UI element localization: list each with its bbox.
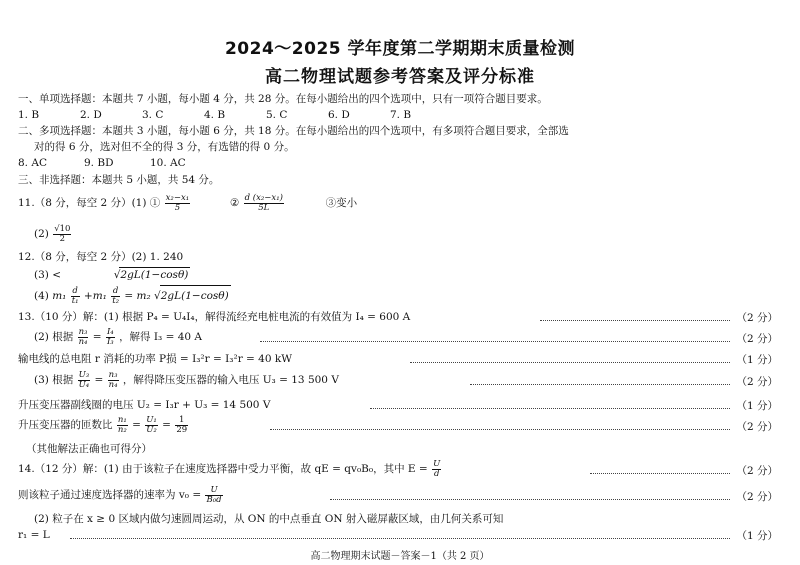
dotted-leader <box>590 473 730 474</box>
dotted-leader <box>70 538 730 539</box>
q13-line2-post: ，解得 I₃ = 40 A <box>119 331 203 343</box>
answer-7: 7. B <box>390 109 412 121</box>
q14-score1: （2 分） <box>736 465 778 477</box>
q13-frac-u12: $\frac{\text{U₁}}{\text{U₂}}$ <box>146 414 157 435</box>
page-footer: 高二物理期末试题－答案－1（共 2 页） <box>310 551 490 562</box>
q13-line2 <box>34 327 800 347</box>
q12-line2-label: (3) < <box>34 269 62 281</box>
q13-frac-n: $\frac{\text{n₃}}{\text{n₄}}$ <box>78 326 88 347</box>
q14-score4: （1 分） <box>736 530 778 542</box>
q13-line3: 输电线的总电阻 r 消耗的功率 P损 = I₃²r = I₃²r = 40 kW <box>18 353 293 365</box>
section3-heading: 三、非选择题：本题共 5 小题，共 54 分。 <box>18 174 220 186</box>
q12-line3-sqrt-sign: √ <box>154 290 161 302</box>
q13-frac-i: $\frac{\text{I₄}}{\text{I₃}}$ <box>106 326 114 347</box>
q13-line5: 升压变压器副线圈的电压 U₂ = I₃r + U₃ = 14 500 V <box>18 399 271 411</box>
q13-line6-eq: = <box>132 419 141 431</box>
q13-line6-pre: 升压变压器的匝数比 <box>18 419 113 431</box>
q11-marker3: ③变小 <box>325 197 358 209</box>
q12-frac-d-t2: $\frac{d}{\text{t₂}}$ <box>112 285 120 306</box>
q11-label: 11.（8 分，每空 2 分）(1) ① <box>18 197 161 209</box>
q12-line3-label: (4) <box>34 290 49 302</box>
q13-frac-u: $\frac{\text{U₃}}{\text{U₄}}$ <box>78 369 90 390</box>
q11-frac2: $\frac{\text{d (x₂−x₁)}}{5L}$ <box>244 192 283 213</box>
dotted-leader <box>260 341 730 342</box>
q12-line3-radicand: 2gL(1−cosθ) <box>160 285 231 306</box>
exam-title: 2024～2025 学年度第二学期期末质量检测 <box>224 39 576 59</box>
q12-line1: 12.（8 分，每空 2 分）(2) 1. 240 <box>18 251 184 263</box>
q13-line2-eq: = <box>92 331 102 343</box>
dotted-leader <box>370 408 730 409</box>
dotted-leader <box>410 362 730 363</box>
q14-line2-pre: 则该粒子通过速度选择器的速率为 v₀ = <box>18 489 202 501</box>
q13-line2-pre: (2) 根据 <box>34 331 74 343</box>
q11-frac1: $\frac{\text{x₂−x₁}}{5}$ <box>165 192 190 213</box>
q13-frac-ratio: $\frac{1}{29}$ <box>176 414 188 435</box>
q14-line1-pre: 14.（12 分）解：(1) 由于该粒子在速度选择器中受力平衡，故 qE = qv₀B₀，其中 E = <box>18 463 428 475</box>
q13-score2: （2 分） <box>736 333 778 345</box>
q13-score4: （2 分） <box>736 376 778 388</box>
q12-sqrt-sign: √ <box>113 269 121 281</box>
q13-frac-n12: $\frac{\text{n₁}}{\text{n₂}}$ <box>117 414 127 435</box>
q14-line4: r₁ = L <box>18 529 50 541</box>
q12-frac-d-t1: $\frac{d}{\text{t₁}}$ <box>71 285 79 306</box>
q12-sqrt-radicand: 2gL(1−cosθ) <box>120 269 189 281</box>
q14-frac-ud: $\frac{U}{d}$ <box>433 458 441 479</box>
q13-score6: （2 分） <box>736 421 778 433</box>
q12-eq-m2: = m₂ <box>124 290 151 302</box>
q14-line2 <box>18 485 788 505</box>
dotted-leader <box>470 384 730 385</box>
answer-1: 1. B <box>18 109 40 121</box>
dotted-leader <box>540 320 730 321</box>
q13-line1: 13.（10 分）解：(1) 根据 P₄ = U₄I₄，解得流经充电桩电流的有效值为 I₄ = 600 A <box>18 311 411 323</box>
section2-heading-line1: 二、多项选择题：本题共 3 小题，每小题 6 分，共 18 分。在每小题给出的四个选项中，有多项符合题目要求，全部选 <box>18 125 569 137</box>
q11-line2-label: (2) <box>34 228 49 240</box>
q12-line2 <box>34 267 800 282</box>
q11-marker2: ② <box>229 197 240 209</box>
q12-m1: m₁ <box>52 290 67 302</box>
q12-plus-m1: +m₁ <box>83 290 107 302</box>
q13-line4-eq: = <box>94 374 104 386</box>
answer-2: 2. D <box>80 109 102 121</box>
q11-frac3: $\frac{√10}{2}$ <box>54 223 71 244</box>
q11-line1 <box>18 193 788 213</box>
q14-line1 <box>18 459 788 479</box>
q14-score2: （2 分） <box>736 491 778 503</box>
answer-8: 8. AC <box>18 157 47 169</box>
dotted-leader <box>270 429 730 430</box>
q13-score3: （1 分） <box>736 354 778 366</box>
dotted-leader <box>330 499 730 500</box>
q11-line2 <box>34 224 800 244</box>
q12-line3 <box>34 285 800 306</box>
q13-line4 <box>34 370 800 390</box>
q13-line4-post: ，解得降压变压器的输入电压 U₃ = 13 500 V <box>122 374 339 386</box>
answer-3: 3. C <box>142 109 164 121</box>
q13-line4-pre: (3) 根据 <box>34 374 74 386</box>
answer-key-subtitle: 高二物理试题参考答案及评分标准 <box>265 67 535 87</box>
section2-heading-line2: 对的得 6 分，选对但不全的得 3 分，有选错的得 0 分。 <box>34 141 295 153</box>
q14-line3: (2) 粒子在 x ≥ 0 区域内做匀速圆周运动，从 ON 的中点垂直 ON 射入磁屏蔽区域，由几何关系可知 <box>34 513 504 525</box>
answer-10: 10. AC <box>150 157 186 169</box>
answer-6: 6. D <box>328 109 350 121</box>
section1-heading: 一、单项选择题：本题共 7 小题，每小题 4 分，共 28 分。在每小题给出的四个选项中，只有一项符合题目要求。 <box>18 93 548 105</box>
q13-line6 <box>18 415 788 435</box>
q13-frac-n2: $\frac{\text{n₃}}{\text{n₄}}$ <box>108 369 118 390</box>
answer-5: 5. C <box>266 109 288 121</box>
q14-frac-v0: $\frac{U}{\text{B₀d}}$ <box>206 484 222 505</box>
q13-line7: （其他解法正确也可得分） <box>26 443 152 455</box>
q13-score1: （2 分） <box>736 312 778 324</box>
q13-score5: （1 分） <box>736 400 778 412</box>
answer-4: 4. B <box>204 109 226 121</box>
answer-9: 9. BD <box>84 157 114 169</box>
q13-line6-eq2: = <box>162 419 171 431</box>
